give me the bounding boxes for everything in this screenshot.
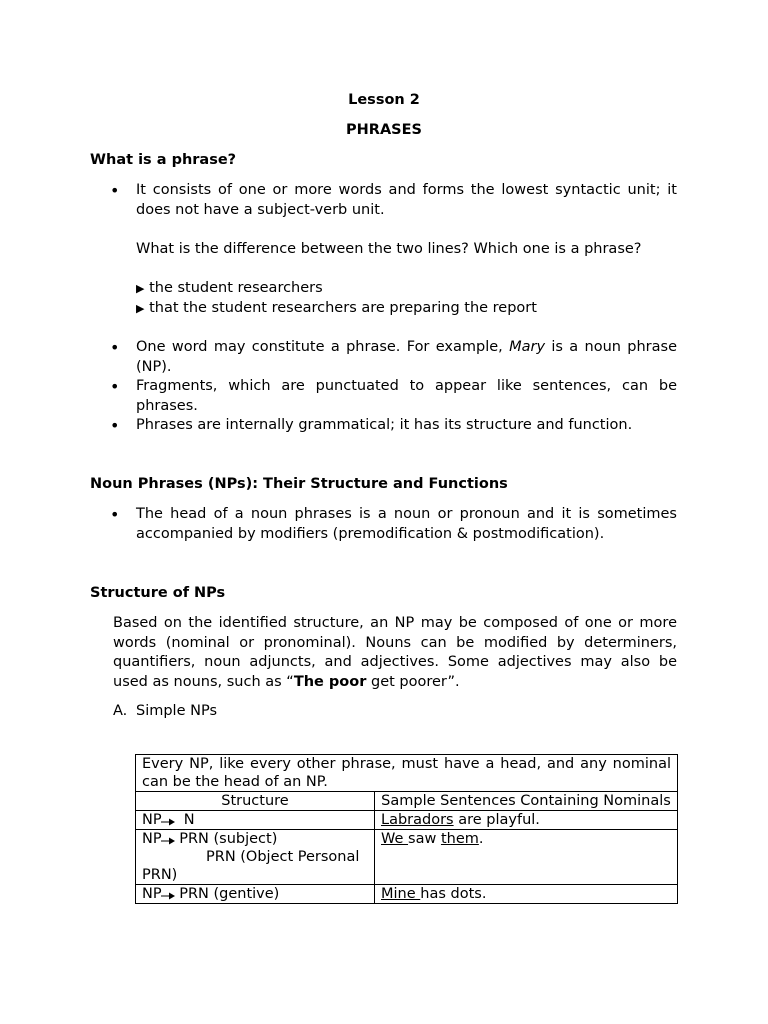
bullet-icon: •	[110, 505, 120, 524]
structure-text: PRN (gentive)	[174, 886, 280, 902]
structure-cell	[136, 885, 375, 904]
np-label: NP	[142, 886, 162, 902]
bullet-text-part: One word may constitute a phrase. For example,	[136, 339, 510, 355]
table-row	[136, 830, 678, 885]
section-heading-what-is-phrase: What is a phrase?	[90, 152, 237, 168]
bullet-icon: •	[110, 181, 120, 200]
sample-text: saw	[408, 831, 441, 847]
sample-cell	[375, 811, 678, 830]
sample-cell	[375, 885, 678, 904]
underlined-word: them	[440, 831, 479, 847]
sample-text: are playful.	[453, 812, 540, 828]
paragraph-text: Based on the identified structure, an NP may be composed of one or more words (nominal or pronominal). Nouns can be modified by determiners, quantifiers, noun adjuncts, and adjectives. Some adjectives may also be used as nouns, such as “	[113, 615, 677, 690]
example-item	[136, 299, 537, 319]
bullet-text: Phrases are internally grammatical; it has its structure and function.	[136, 417, 633, 433]
simple-np-table	[135, 754, 678, 904]
section-heading-noun-phrases: Noun Phrases (NPs): Their Structure and Functions	[90, 476, 508, 492]
paragraph-text: get poorer”.	[366, 673, 460, 690]
paragraph-bold-text: The poor	[293, 673, 367, 690]
structure-text: PRN (subject)	[174, 831, 278, 847]
sample-cell	[375, 830, 678, 885]
column-header-structure: Structure	[136, 792, 375, 811]
structure-text: PRN)	[142, 867, 178, 883]
bullet-text	[136, 338, 677, 377]
list-marker: A.	[113, 703, 128, 719]
arrow-right-icon	[161, 835, 175, 845]
structure-cell	[136, 811, 375, 830]
table-row	[136, 885, 678, 904]
underlined-word: Labradors	[381, 812, 454, 828]
bullet-icon: •	[110, 338, 120, 357]
table-row	[136, 755, 678, 792]
question-text: What is the difference between the two lines? Which one is a phrase?	[136, 241, 642, 257]
table-intro-cell: Every NP, like every other phrase, must have a head, and any nominal can be the head of an NP.	[136, 755, 678, 792]
example-text: that the student researchers are preparing the report	[149, 300, 537, 316]
triangle-bullet-icon: ▶	[136, 282, 145, 295]
bullet-text-part: is a noun phrase (NP).	[136, 339, 677, 375]
bullet-icon: •	[110, 377, 120, 396]
example-text: the student researchers	[149, 280, 323, 296]
arrow-right-icon	[161, 890, 175, 900]
table-row	[136, 811, 678, 830]
bullet-text: The head of a noun phrases is a noun or pronoun and it is sometimes accompanied by modifiers (premodification & postmodification).	[136, 506, 677, 542]
structure-text: N	[174, 812, 195, 828]
bullet-text: It consists of one or more words and forms the lowest syntactic unit; it does not have a subject-verb unit.	[136, 182, 677, 218]
sample-text: .	[478, 831, 484, 847]
structure-cell	[136, 830, 375, 885]
triangle-bullet-icon: ▶	[136, 302, 145, 315]
np-label: NP	[142, 831, 162, 847]
arrow-right-icon	[161, 816, 175, 826]
section-heading-structure: Structure of NPs	[90, 585, 226, 601]
structure-paragraph	[113, 614, 677, 692]
list-item-label: Simple NPs	[136, 703, 218, 719]
bullet-icon: •	[110, 416, 120, 435]
lesson-number: Lesson 2	[348, 92, 420, 108]
bullet-text: Fragments, which are punctuated to appear like sentences, can be phrases.	[136, 378, 677, 414]
np-label: NP	[142, 812, 162, 828]
table-header-row	[136, 792, 678, 811]
example-item	[136, 279, 323, 299]
example-word: Mary	[509, 339, 546, 355]
page-title: PHRASES	[346, 122, 422, 138]
underlined-word: Mine	[381, 886, 421, 902]
sample-text: has dots.	[420, 886, 487, 902]
column-header-samples: Sample Sentences Containing Nominals	[375, 792, 678, 811]
structure-text: PRN (Object Personal	[206, 849, 360, 865]
underlined-word: We	[381, 831, 409, 847]
